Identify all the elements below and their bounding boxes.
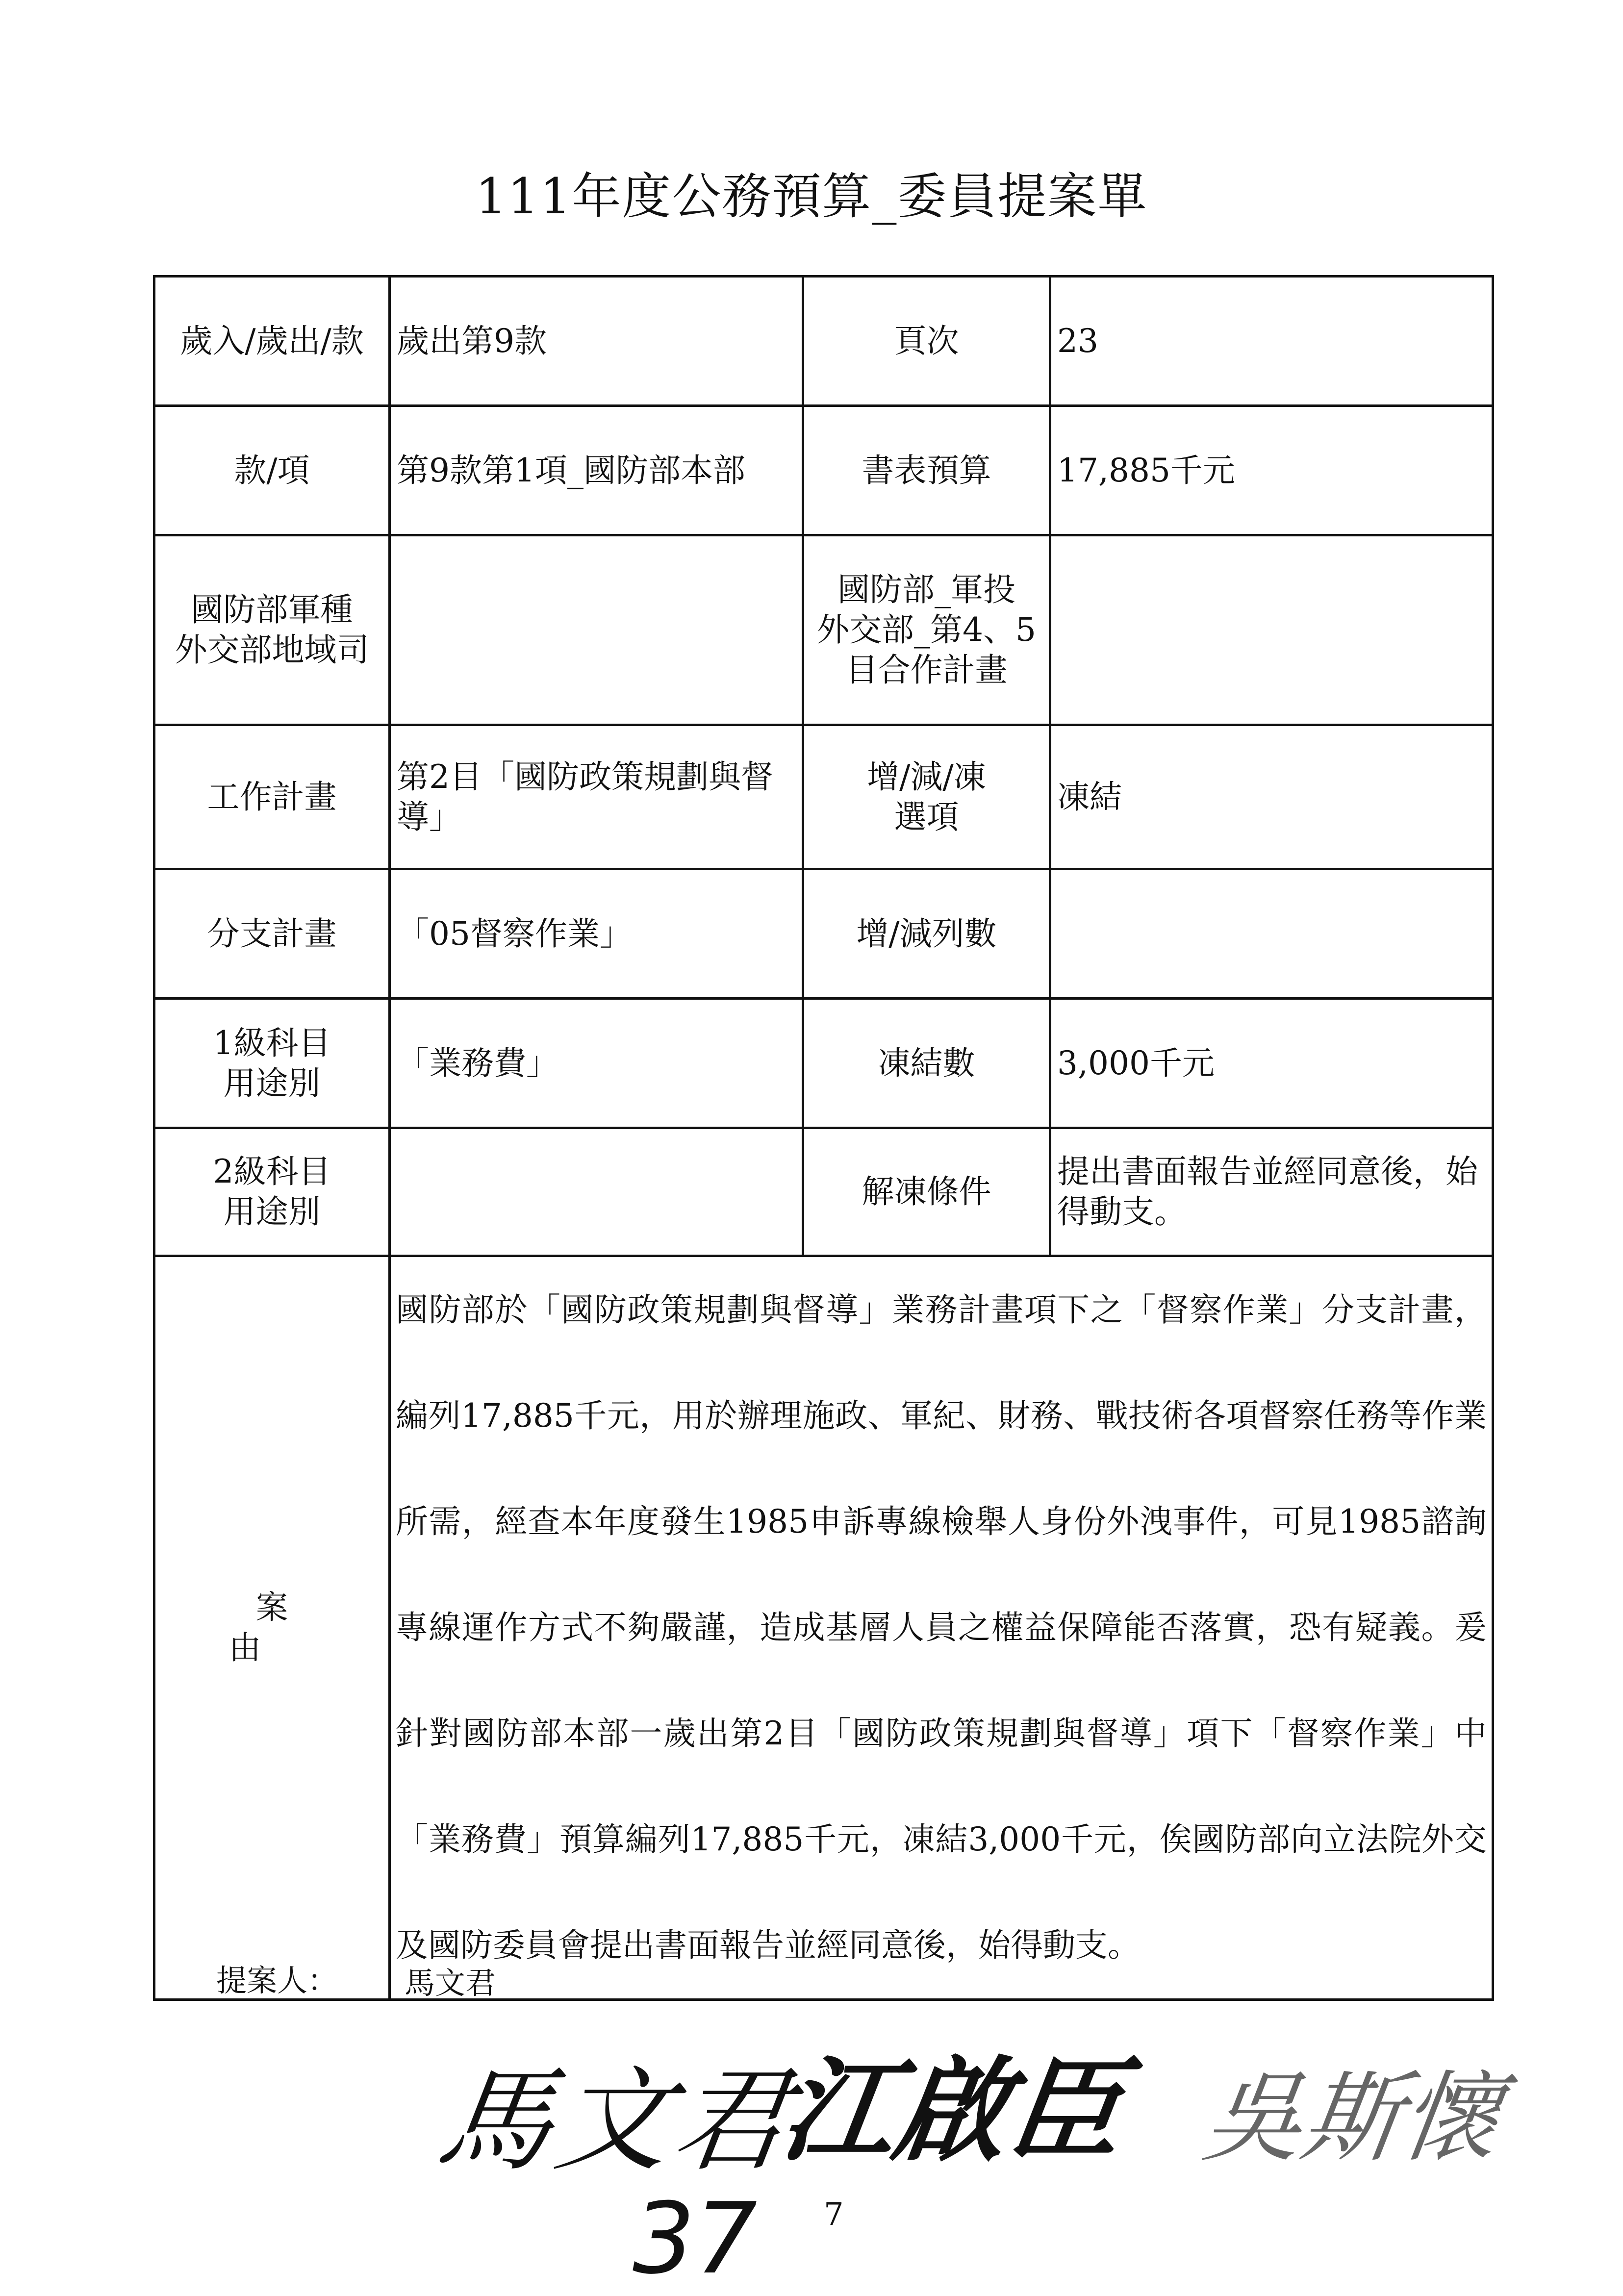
proposer-name: 馬文君 [405,1965,496,2001]
field-value [390,535,803,725]
field-label: 書表預算 [803,406,1050,535]
field-value: 提出書面報告並經同意後，始得動支。 [1050,1128,1493,1256]
field-label: 國防部_軍投 外交部_第4、5 目合作計畫 [803,535,1050,725]
table-row [154,1128,1493,1256]
field-value: 歲出第9款 [390,277,803,406]
signature-1: 馬文君 [431,2056,802,2187]
field-value: 23 [1050,277,1493,406]
field-value: 3,000千元 [1050,999,1493,1128]
reason-row [154,1256,1493,2000]
proposer-label: 提案人： [216,1963,338,1998]
table-row [154,535,1493,725]
field-value: 「業務費」 [390,999,803,1128]
field-label: 增/減列數 [803,869,1050,999]
field-label: 解凍條件 [803,1128,1050,1256]
form-title: 111年度公務預算_委員提案單 [475,168,1148,225]
reason-text: 國防部於「國防政策規劃與督導」業務計畫項下之「督察作業」分支計畫，編列17,885千元，用於辦理施政、軍紀、財務、戰技術各項督察任務等作業所需，經查本年度發生1985申訴專線檢舉人身份外洩事件，可見1985諮詢專線運作方式不夠嚴謹，造成基層人員之權益保障能否落實，恐有疑義。爰針對國防部本部一歲出第2目「國防政策規劃與督導」項下「督察作業」中「業務費」預算編列17,885千元，凍結3,000千元，俟國防部向立法院外交及國防委員會提出書面報告並經同意後，始得動支。 [390,1256,1493,2000]
handwritten-number: 37 [633,2182,758,2296]
field-label: 增/減/凍 選項 [803,725,1050,869]
signature-2: 江啟臣 [774,2046,1131,2177]
field-value: 第2目「國防政策規劃與督導」 [390,725,803,869]
field-value [390,1128,803,1256]
signature-3: 吳斯懷 [1197,2061,1507,2175]
field-value: 凍結 [1050,725,1493,869]
table-row [154,406,1493,535]
field-label: 分支計畫 [154,869,390,999]
field-label: 歲入/歲出/款 [154,277,390,406]
field-value: 「05督察作業」 [390,869,803,999]
field-label: 1級科目 用途別 [154,999,390,1128]
page-number: 7 [824,2196,844,2233]
table-row [154,277,1493,406]
proposal-table [153,275,1494,2001]
field-label: 國防部軍種 外交部地域司 [154,535,390,725]
field-value [1050,535,1493,725]
table-row [154,869,1493,999]
table-row [154,999,1493,1128]
table-row [154,725,1493,869]
field-label: 2級科目 用途別 [154,1128,390,1256]
field-label: 凍結數 [803,999,1050,1128]
field-label: 款/項 [154,406,390,535]
field-label: 工作計畫 [154,725,390,869]
field-value: 第9款第1項_國防部本部 [390,406,803,535]
field-value: 17,885千元 [1050,406,1493,535]
reason-label: 案由 [154,1256,390,2000]
field-value [1050,869,1493,999]
field-label: 頁次 [803,277,1050,406]
